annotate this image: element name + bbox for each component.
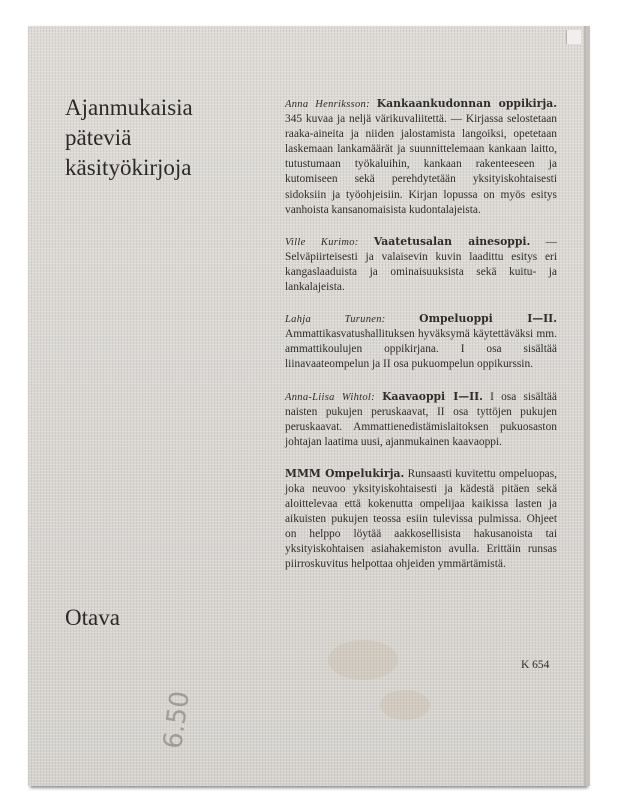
cover-title-line: käsityökirjoja (65, 155, 192, 180)
book-spine-edge (586, 26, 590, 786)
cover-title (65, 93, 193, 183)
book-description: Ammattikasvatushallituksen hyväksymä käytettäväksi mm. ammattikoulujen oppikirjana. I osa sisältää liinavaateompelun ja II osa pukuompelun oppikurssin. (285, 328, 557, 371)
book-entry (285, 466, 557, 573)
book-description: Runsaasti kuvitettu ompeluopas, joka neuvoo yksityiskohtaisesti ja kädestä pitäen sekä aloittelevaa että kokenutta ompelijaa kaikissa lasten ja aikuisten pukujen teossa esiin tulevissa pulmissa. Ohjeet on helppo löytää aakkosellisista hakusanoista tai yksityiskohtaisen asiahakemiston avulla. Erittäin runsas piirroskuvitus helpottaa ohjeiden ymmärtämistä. (285, 467, 557, 571)
book-author: Anna Henriksson: (285, 99, 370, 110)
cover-stain (380, 690, 430, 720)
cover-title-line: Ajanmukaisia (65, 95, 193, 120)
handwritten-price-mark: 6.50 (158, 689, 196, 751)
book-author: Lahja Turunen: (285, 314, 386, 326)
cover-title-line: päteviä (65, 125, 132, 150)
publisher-name: Otava (65, 605, 120, 630)
book-title: Kaavaoppi I—II. (382, 389, 483, 403)
book-list (285, 96, 557, 589)
book-author: Anna-Liisa Wihtol: (285, 391, 375, 403)
catalog-code: K 654 (521, 659, 550, 671)
book-entry (285, 96, 557, 218)
book-title: MMM Ompelukirja. (285, 466, 405, 480)
book-title: Vaatetusalan ainesoppi. (373, 234, 531, 248)
book-description: — Selväpiirteisesti ja valaisevin kuvin laadittu esitys eri kangaslaaduista ja ominaisuuksista sekä kuitu- ja lankalajeista. (285, 235, 557, 294)
book-entry (285, 389, 557, 450)
cover-stain (328, 640, 398, 680)
book-description: 345 kuvaa ja neljä värikuvaliitettä. — Kirjassa selostetaan raaka-aineita ja niiden jalostamista langoiksi, opetetaan laskemaan lankamäärät ja suunnittelemaan kankaan laitto, tutustumaan työkaluihin, kankaan rakenteeseen ja kutomiseen sekä perehdytetään yksityiskohtaisesti sidoksiin ja työohjeisiin. Kirjan lopussa on myös esitys vanhoista kansanomaisista kudontalajeista. (285, 113, 557, 216)
book-entry (285, 234, 557, 295)
cover-corner-tab (566, 30, 581, 44)
book-title: Ompeluoppi I—II. (419, 312, 557, 326)
book-author: Ville Kurimo: (285, 236, 359, 248)
book-title: Kankaankudonnan oppikirja. (376, 97, 557, 110)
book-entry (285, 311, 557, 372)
book-description: I osa sisältää naisten pukujen peruskaavat, II osa tyttöjen pukujen peruskaavat. Ammattienedistämislaitoksen pukuosaston johtajan laatima uusi, ajanmukainen kaavaoppi. (285, 390, 557, 448)
